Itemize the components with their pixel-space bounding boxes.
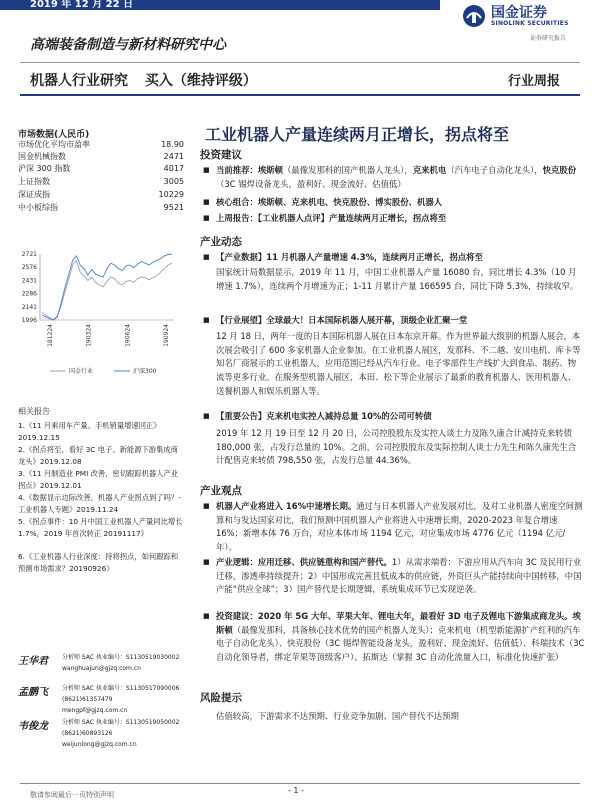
news-heading: ■ 【行业展望】全球最大！日本国际机器人展开幕，顶级企业汇聚一堂 — [203, 314, 585, 328]
y-tick-label: 2141 — [21, 303, 37, 311]
logo-icon — [462, 4, 486, 28]
market-data-title: 市场数据(人民币) — [18, 130, 90, 140]
market-line-chart — [12, 246, 192, 382]
market-row: 沪深 300 指数 4017 — [18, 164, 184, 173]
y-tick-label: 2721 — [21, 251, 37, 258]
related-report-link[interactable]: 1.《11 月乘用车产量、手机销量增速回正》2019.12.15 — [18, 421, 161, 442]
news-body: 国家统计局数据显示，2019 年 11 月，中国工业机器人产量 16080 台，同比增长 4.3%（10 月增速 1.7%），连续两个月增速为正；1-11 月累计产量 166595 台，同比下降 5.3%，持续收窄。 — [216, 267, 579, 291]
market-row: 深证成指 10229 — [18, 190, 184, 199]
market-row: 市场优化平均市盈率 18.90 — [18, 140, 184, 149]
analyst-info: 分析师 SAC 执业编号：S1130517090006 (8621)61357479 mengpf@gjzq.com.cn — [62, 685, 180, 714]
series-line-1 — [42, 254, 172, 320]
view-bullet: ■ 机器人产业将进入 16%中速增长期。通过与日本机器人产业发展对比，及对工业机器人密度空间测算和与发达国家对比，我们预测中国机器人产业将进入中速增长期，2020-2023 年复合增速 16%；新增本体 76 万台，对应本体市场 1194 亿元，对应集成市场 4776 亿元（1194 亿元/年）。 — [203, 500, 585, 555]
related-report-link[interactable]: 2.《拐点将至，看好 3C 电子、新能源下游集成商龙头》2019.12.08 — [18, 445, 178, 466]
analyst-name: 韦俊龙 — [18, 721, 48, 732]
footer-divider — [20, 783, 580, 784]
advice-bullet: ■ 核心组合：埃斯顿、克来机电、快克股份、博实股份、机器人 — [203, 196, 585, 210]
analyst-info: 分析师 SAC 执业编号：S1130519050002 (8621)60893126 weijunlong@gjzq.com.cn — [62, 719, 180, 748]
report-date: 2019 年 12 月 22 日 — [30, 0, 134, 10]
divider — [20, 62, 580, 63]
analyst-email[interactable]: mengpf@gjzq.com.cn — [62, 707, 128, 714]
analyst-email[interactable]: weijunlong@gjzq.com.cn — [62, 741, 137, 748]
y-tick-label: 2286 — [21, 290, 37, 298]
news-heading: ■ 【产业数据】11 月机器人产量增速 4.3%，连续两月正增长，拐点将至 — [203, 251, 585, 265]
advice-bullet: ■ 当前推荐：埃斯顿（最像发那科的国产机器人龙头），克来机电（汽车电子自动化龙头），快克股份（3C 锡焊设备龙头，盈利好、现金流好、估值低） — [203, 164, 585, 191]
news-heading: ■ 【重要公告】克来机电实控人减持总量 10%的公司可转债 — [203, 410, 585, 424]
risk-text: 估值较高，下游需求不达预期、行业竞争加剧、国产替代不达预期 — [216, 711, 459, 721]
x-tick-label: 181224 — [47, 324, 54, 347]
chart-axes — [40, 254, 174, 320]
section-heading-advice: 投资建议 — [200, 149, 242, 161]
legend-label: 国金行业 — [69, 368, 94, 375]
footer-note: 敬请参阅最后一页特别声明 — [30, 791, 114, 799]
analyst-email[interactable]: wanghuajun@gjzq.com.cn — [62, 665, 141, 672]
industry-label: 机器人行业研究 — [30, 73, 128, 89]
advice-bullet: ■ 上周报告：【工业机器人点评】产量连续两月正增长，拐点将至 — [203, 212, 585, 226]
legend-label: 沪深300 — [133, 368, 157, 375]
related-reports-title: 相关报告 — [18, 407, 50, 416]
x-tick-label: 190924 — [163, 324, 170, 347]
related-report-link[interactable]: 3.《11 月制造业 PMI 改善，密切跟踪机器人产业拐点》2019.12.01 — [18, 469, 179, 490]
logo-english: SINOLINK SECURITIES — [491, 20, 569, 27]
view-bullet: ■ 产业逻辑：应用迁移、供应链重构和国产替代。1）从需求端看：下游应用从汽车向 3C 及民用行业迁移，渗透率持续提升；2）中国形成完善且低成本的供应链，外资巨头产能持续向中国转移，中国产能“供应全球”；3）国产替代是长期逻辑，系统集成环节已实现逆袭。 — [203, 556, 585, 597]
analyst-name: 王华君 — [18, 656, 48, 667]
page-number: - 1 - — [288, 786, 304, 795]
analyst-info: 分析师 SAC 执业编号：S1130519030002 wanghuajun@gjzq.com.cn — [62, 654, 180, 672]
report-line — [30, 70, 269, 90]
report-type: 行业周报 — [508, 74, 561, 89]
logo-text: 国金证券 — [491, 5, 547, 21]
x-tick-label: 190324 — [85, 324, 93, 347]
related-report-link[interactable]: 6.《工业机器人行业深度：持将拐点，如何跟踪和预测市场需求？20190926》 — [18, 552, 179, 573]
section-heading-news: 产业动态 — [200, 236, 242, 248]
view-bullet: ■ 投资建议：2020 年 5G 大年、苹果大年、锂电大年，最看好 3D 电子及锂电下游集成商龙头。埃斯顿（最像发那科，具备核心技术优势的国产机器人龙头）；克来机电（机型新能源扩产红利的汽车电子自动化龙头）、快克股份（3C 锡焊智能设备龙头，盈利好、现金流好、估值低）、科瑞技术（3C 自动化领导者，绑定苹果等顶级客户）、拓斯达（掌握 3C 自动化流量入口，标准化快速扩张） — [203, 610, 585, 665]
news-body: 2019 年 12 月 19 日至 12 月 20 日，公司控股股东及实控人谈士力及陈久康合计减持克来转债 180,000 张，占发行总量的 10%。之前，公司控股股东及实际控制人谈士力先生和陈久康先生合计配售克来转债 798,550 张，占发行总量 44.36%。 — [216, 428, 577, 466]
divider-thick — [20, 94, 580, 96]
related-report-link[interactable]: 4.《数据显示边际改善，机器人产业拐点到了吗？-工业机器人专题》2019.11.24 — [18, 493, 181, 514]
y-tick-label: 2576 — [21, 264, 37, 272]
y-tick-label: 2431 — [21, 277, 37, 285]
research-center: 高端装备制造与新材料研究中心 — [30, 37, 226, 53]
y-tick-label: 1996 — [21, 317, 37, 324]
market-row: 国金机械指数 2471 — [18, 152, 184, 161]
logo-subtitle: 证券研究报告 — [530, 35, 567, 42]
section-heading-view: 产业观点 — [200, 485, 242, 497]
market-row: 中小板综指 9521 — [18, 203, 184, 212]
market-row: 上证指数 3005 — [18, 177, 184, 186]
rating-label: 买入（维持评级） — [144, 73, 257, 89]
related-report-link[interactable]: 5.《拐点事件：10 月中国工业机器人产量同比增长 1.7%，2019 年首次转正 20191117》 — [18, 517, 183, 538]
section-heading-risk: 风险提示 — [200, 692, 242, 704]
x-tick-label: 190624 — [124, 324, 132, 347]
report-title: 工业机器人产量连续两月正增长，拐点将至 — [205, 125, 510, 144]
news-body: 12 月 18 日，两年一度的日本国际机器人展在日本东京开幕。作为世界最大级别的机器人展会，本次展会吸引了 600 多家机器人企业参加。在工业机器人展区，发那科、不二越、安川电机、库卡等知名厂商展示的工业机器人，应用范围已经从汽车行业、电子零部件生产线扩大到食品、制药、物流等更多行业。在服务型机器人展区，本田、松下等企业展示了最新的教育机器人、医用机器人、送餐机器人和娱乐机器人等。 — [216, 331, 581, 396]
analyst-name: 孟鹏飞 — [18, 687, 48, 698]
